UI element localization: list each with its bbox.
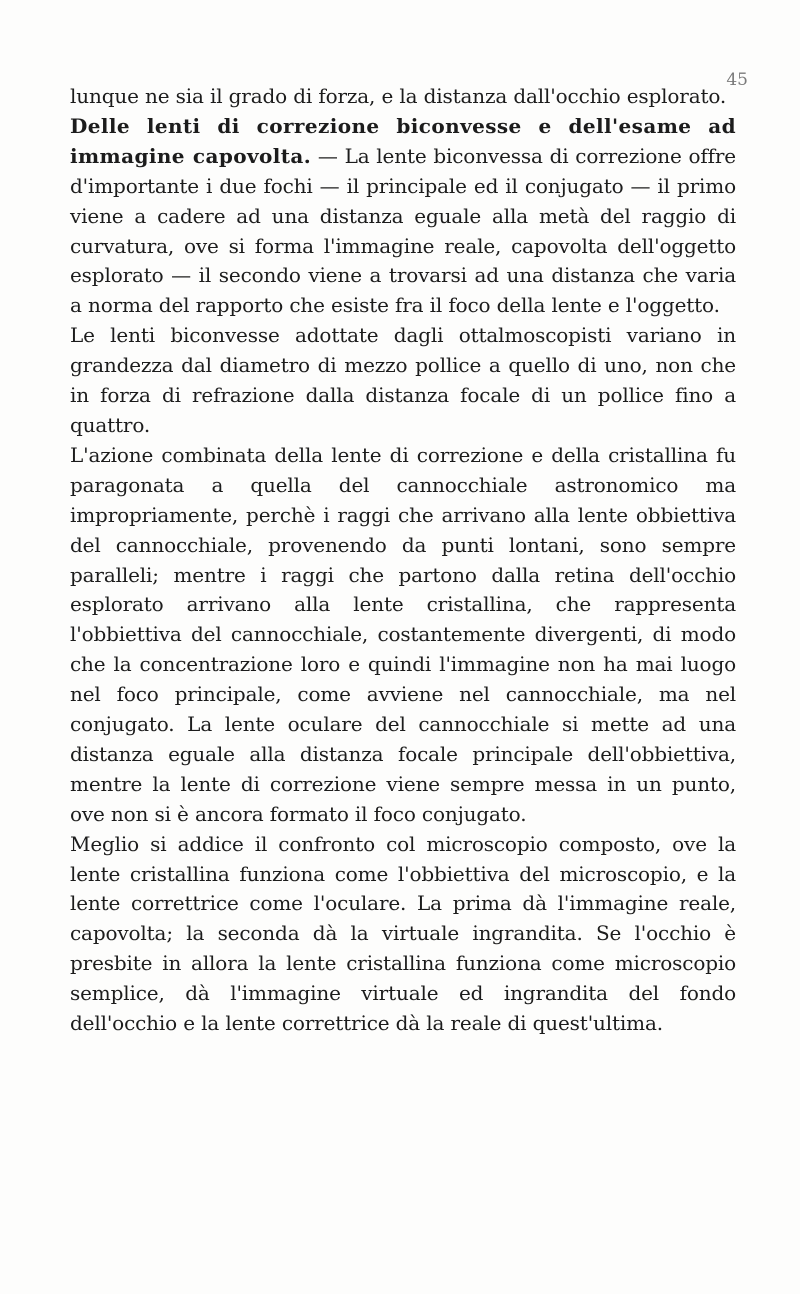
paragraph-text: L'azione combinata della lente di correzione e della cristallina fu paragonata a quella del cannocchiale astronomico ma impropriamente, perchè i raggi che arrivano alla lente obbiettiva del cannocchiale, provenendo da punti lontani, sono sempre paralleli; mentre i raggi che partono dalla retina dell'occhio esplorato arrivano alla lente cristallina, che rappresenta l'obbiettiva del cannocchiale, costantemente divergenti, di modo che la concentrazione loro e quindi l'immagine non ha mai luogo nel foco principale, come avviene nel cannocchiale, ma nel conjugato. La lente oculare del cannocchiale si mette ad una distanza eguale alla distanza focale principale dell'obbiettiva, mentre la lente di correzione viene sempre messa in un punto, ove non si è ancora formato il foco conjugato. <box>70 442 736 826</box>
paragraph-dimensioni-lenti <box>70 321 736 441</box>
paragraph-text: — La lente biconvessa di correzione offre d'importante i due fochi — il principale ed il conjugato — il primo viene a cadere ad una distanza eguale alla metà del raggio di curvatura, ove si forma l'immagine reale, capovolta dell'oggetto esplorato — il secondo viene a trovarsi ad una distanza che varia a norma del rapporto che esiste fra il foco della lente e l'oggetto. <box>70 143 736 318</box>
page-number: 45 <box>726 70 748 90</box>
text-column <box>70 82 736 1039</box>
paragraph-text: Le lenti biconvesse adottate dagli ottalmoscopisti variano in grandezza dal diametro di mezzo pollice a quello di uno, non che in forza di refrazione dalla distanza focale di un pollice fino a quattro. <box>70 323 736 437</box>
paragraph-text: lunque ne sia il grado di forza, e la distanza dall'occhio esplorato. <box>70 84 727 108</box>
section-heading: Delle lenti di correzione biconvesse e dell'esame ad immagine capovolta. <box>70 113 736 168</box>
paragraph-azione-combinata <box>70 441 736 830</box>
paragraph-microscopio <box>70 830 736 1039</box>
paragraph-continuation <box>70 82 736 112</box>
paragraph-lenti-biconvesse <box>70 112 736 321</box>
paragraph-text: Meglio si addice il confronto col microscopio composto, ove la lente cristallina funziona come l'obbiettiva del microscopio, e la lente correttrice come l'oculare. La prima dà l'immagine reale, capovolta; la seconda dà la virtuale ingrandita. Se l'occhio è presbite in allora la lente cristallina funziona come microscopio semplice, dà l'immagine virtuale ed ingrandita del fondo dell'occhio e la lente correttrice dà la reale di quest'ultima. <box>70 831 736 1036</box>
